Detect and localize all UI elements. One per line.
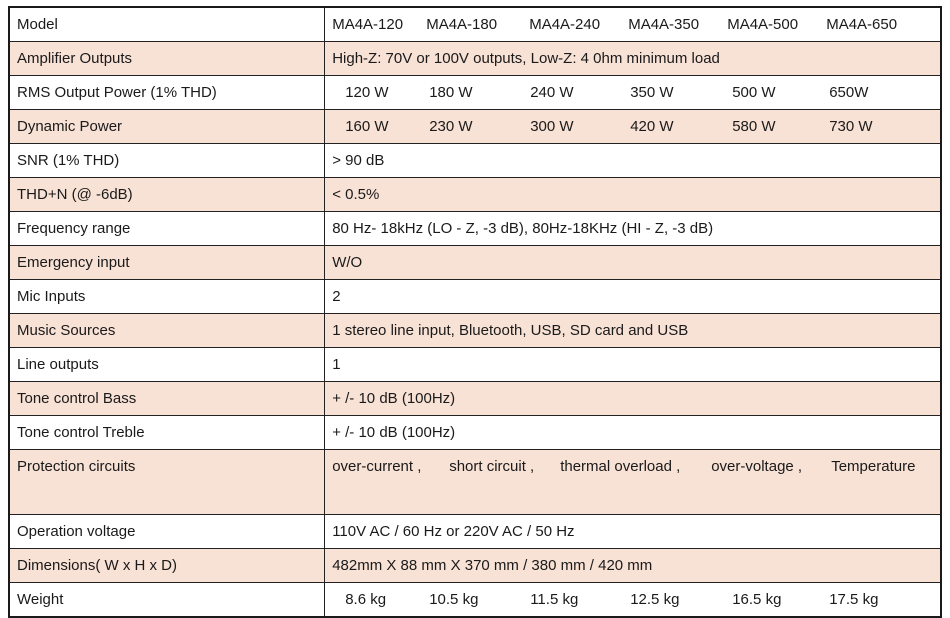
row-label: Tone control Bass <box>9 382 325 416</box>
power-value: 160 W <box>345 117 389 135</box>
value-cells <box>325 76 941 110</box>
row-model <box>9 7 941 42</box>
row-emergency-input <box>9 246 941 280</box>
power-value: 350 W <box>630 83 674 101</box>
row-dynamic-power <box>9 110 941 144</box>
power-value: 240 W <box>530 83 574 101</box>
weight-value: 8.6 kg <box>345 590 387 608</box>
value-cells <box>325 583 941 618</box>
row-value: 2 <box>325 280 941 314</box>
row-value: 110V AC / 60 Hz or 220V AC / 50 Hz <box>325 515 941 549</box>
row-weight <box>9 583 941 618</box>
weight-value: 16.5 kg <box>732 590 782 608</box>
row-value: < 0.5% <box>325 178 941 212</box>
row-value: 80 Hz- 18kHz (LO - Z, -3 dB), 80Hz-18KHz (HI - Z, -3 dB) <box>325 212 941 246</box>
weight-value: 10.5 kg <box>429 590 479 608</box>
row-label: Dynamic Power <box>9 110 325 144</box>
protection-item: over-voltage , <box>711 458 803 475</box>
power-value: 500 W <box>732 83 776 101</box>
row-dimensions <box>9 549 941 583</box>
weight-value: 17.5 kg <box>829 590 879 608</box>
row-music-sources <box>9 314 941 348</box>
power-value: 650W <box>829 83 869 101</box>
row-operation-voltage <box>9 515 941 549</box>
spec-table <box>8 6 942 618</box>
row-label: Tone control Treble <box>9 416 325 450</box>
row-label: Weight <box>9 583 325 618</box>
power-value: 230 W <box>429 117 473 135</box>
row-label: Line outputs <box>9 348 325 382</box>
protection-item: over-current , <box>332 458 422 475</box>
row-amplifier-outputs <box>9 42 941 76</box>
row-tone-treble <box>9 416 941 450</box>
row-line-outputs <box>9 348 941 382</box>
weight-value: 12.5 kg <box>630 590 680 608</box>
row-value: + /- 10 dB (100Hz) <box>325 382 941 416</box>
row-value: > 90 dB <box>325 144 941 178</box>
power-value: 180 W <box>429 83 473 101</box>
row-value: 1 <box>325 348 941 382</box>
row-label: Frequency range <box>9 212 325 246</box>
model-name: MA4A-500 <box>727 15 799 33</box>
row-value: High-Z: 70V or 100V outputs, Low-Z: 4 0hm minimum load <box>325 42 941 76</box>
row-rms-output-power <box>9 76 941 110</box>
row-frequency-range <box>9 212 941 246</box>
row-value: W/O <box>325 246 941 280</box>
power-value: 580 W <box>732 117 776 135</box>
power-value: 420 W <box>630 117 674 135</box>
row-label: Amplifier Outputs <box>9 42 325 76</box>
row-label: Model <box>9 7 325 42</box>
row-tone-bass <box>9 382 941 416</box>
power-value: 730 W <box>829 117 873 135</box>
row-label: Protection circuits <box>9 450 325 515</box>
model-name: MA4A-120 <box>332 15 404 33</box>
row-label: THD+N (@ -6dB) <box>9 178 325 212</box>
row-thd-n <box>9 178 941 212</box>
row-value: + /- 10 dB (100Hz) <box>325 416 941 450</box>
row-value: 482mm X 88 mm X 370 mm / 380 mm / 420 mm <box>325 549 941 583</box>
power-value: 120 W <box>345 83 389 101</box>
row-label: Operation voltage <box>9 515 325 549</box>
row-label: Mic Inputs <box>9 280 325 314</box>
protection-item: thermal overload , <box>560 458 681 475</box>
model-cells <box>325 7 941 42</box>
row-label: Emergency input <box>9 246 325 280</box>
row-snr <box>9 144 941 178</box>
value-cells <box>325 450 941 515</box>
weight-value: 11.5 kg <box>530 590 579 608</box>
model-name: MA4A-240 <box>529 15 601 33</box>
row-label: SNR (1% THD) <box>9 144 325 178</box>
model-name: MA4A-180 <box>426 15 498 33</box>
power-value: 300 W <box>530 117 574 135</box>
protection-item: Temperature <box>831 458 916 475</box>
row-label: Dimensions( W x H x D) <box>9 549 325 583</box>
row-mic-inputs <box>9 280 941 314</box>
row-protection-circuits <box>9 450 941 515</box>
protection-item: short circuit , <box>449 458 535 475</box>
row-value: 1 stereo line input, Bluetooth, USB, SD card and USB <box>325 314 941 348</box>
value-cells <box>325 110 941 144</box>
row-label: Music Sources <box>9 314 325 348</box>
model-name: MA4A-650 <box>826 15 898 33</box>
model-name: MA4A-350 <box>628 15 700 33</box>
row-label: RMS Output Power (1% THD) <box>9 76 325 110</box>
